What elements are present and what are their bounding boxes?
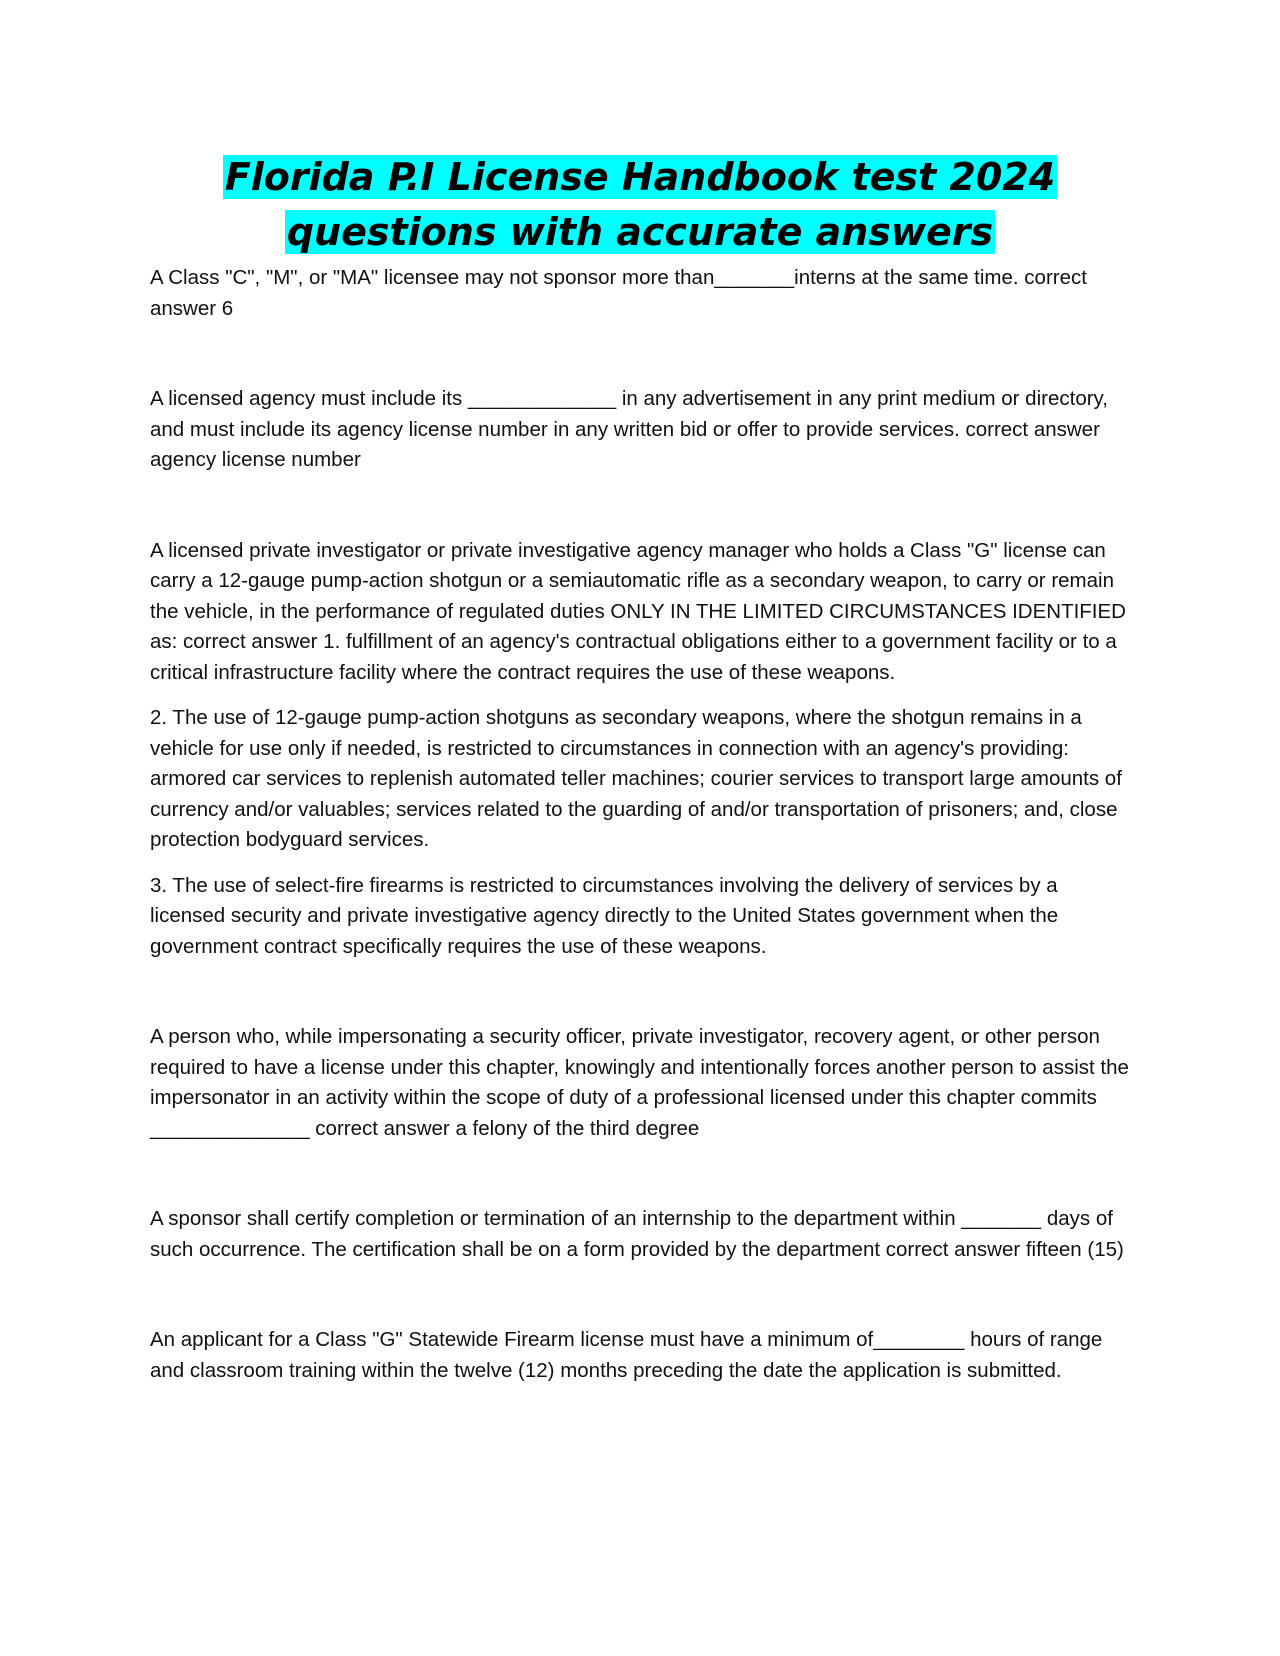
question-paragraph: A person who, while impersonating a security officer, private investigator, recovery agent, or other person required to have a license under this chapter, knowingly and intentionally forces another person to assist the impersonator in an activity within the scope of duty of a professional licensed under this chapter commits ______________ correct answer a felony of the third degree: [150, 1025, 1129, 1140]
question-paragraph: An applicant for a Class "G" Statewide Firearm license must have a minimum of________ hours of range and classroom training within the twelve (12) months preceding the date the application is submitted.: [150, 1328, 1103, 1382]
document-body: [150, 263, 1130, 1401]
question-paragraph: A licensed private investigator or private investigative agency manager who holds a Class "G" license can carry a 12-gauge pump-action shotgun or a semiautomatic rifle as a secondary weapon, to carry or remain the vehicle, in the performance of regulated duties ONLY IN THE LIMITED CIRCUMSTANCES IDENTIFIED as: correct answer 1. fulfillment of an agency's contractual obligations either to a government facility or to a critical infrastructure facility where the contract requires the use of these weapons.: [150, 538, 1126, 684]
question-paragraph: A sponsor shall certify completion or termination of an internship to the department within _______ days of such occurrence. The certification shall be on a form provided by the department correct answer fifteen (15): [150, 1207, 1124, 1261]
title-highlight: Florida P.I License Handbook test 2024 questions with accurate answers: [224, 155, 1056, 254]
question-paragraph: A licensed agency must include its _____________ in any advertisement in any print medium or directory, and must include its agency license number in any written bid or offer to provide services. correct answer agency license number: [150, 387, 1108, 471]
answer-paragraph: 3. The use of select-fire firearms is restricted to circumstances involving the delivery of services by a licensed security and private investigative agency directly to the United States government when the government contract specifically requires the use of these weapons.: [150, 873, 1059, 958]
question-paragraph: A Class "C", "M", or "MA" licensee may not sponsor more than_______interns at the same time. correct answer 6: [150, 266, 1087, 320]
answer-paragraph: 2. The use of 12-gauge pump-action shotguns as secondary weapons, where the shotgun remains in a vehicle for use only if needed, is restricted to circumstances in connection with an agency's providing: armored car services to replenish automated teller machines; courier services to transport large amounts of currency and/or valuables; services related to the guarding of and/or transportation of prisoners; and, close protection bodyguard services.: [150, 706, 1122, 851]
page-title: [150, 150, 1130, 260]
